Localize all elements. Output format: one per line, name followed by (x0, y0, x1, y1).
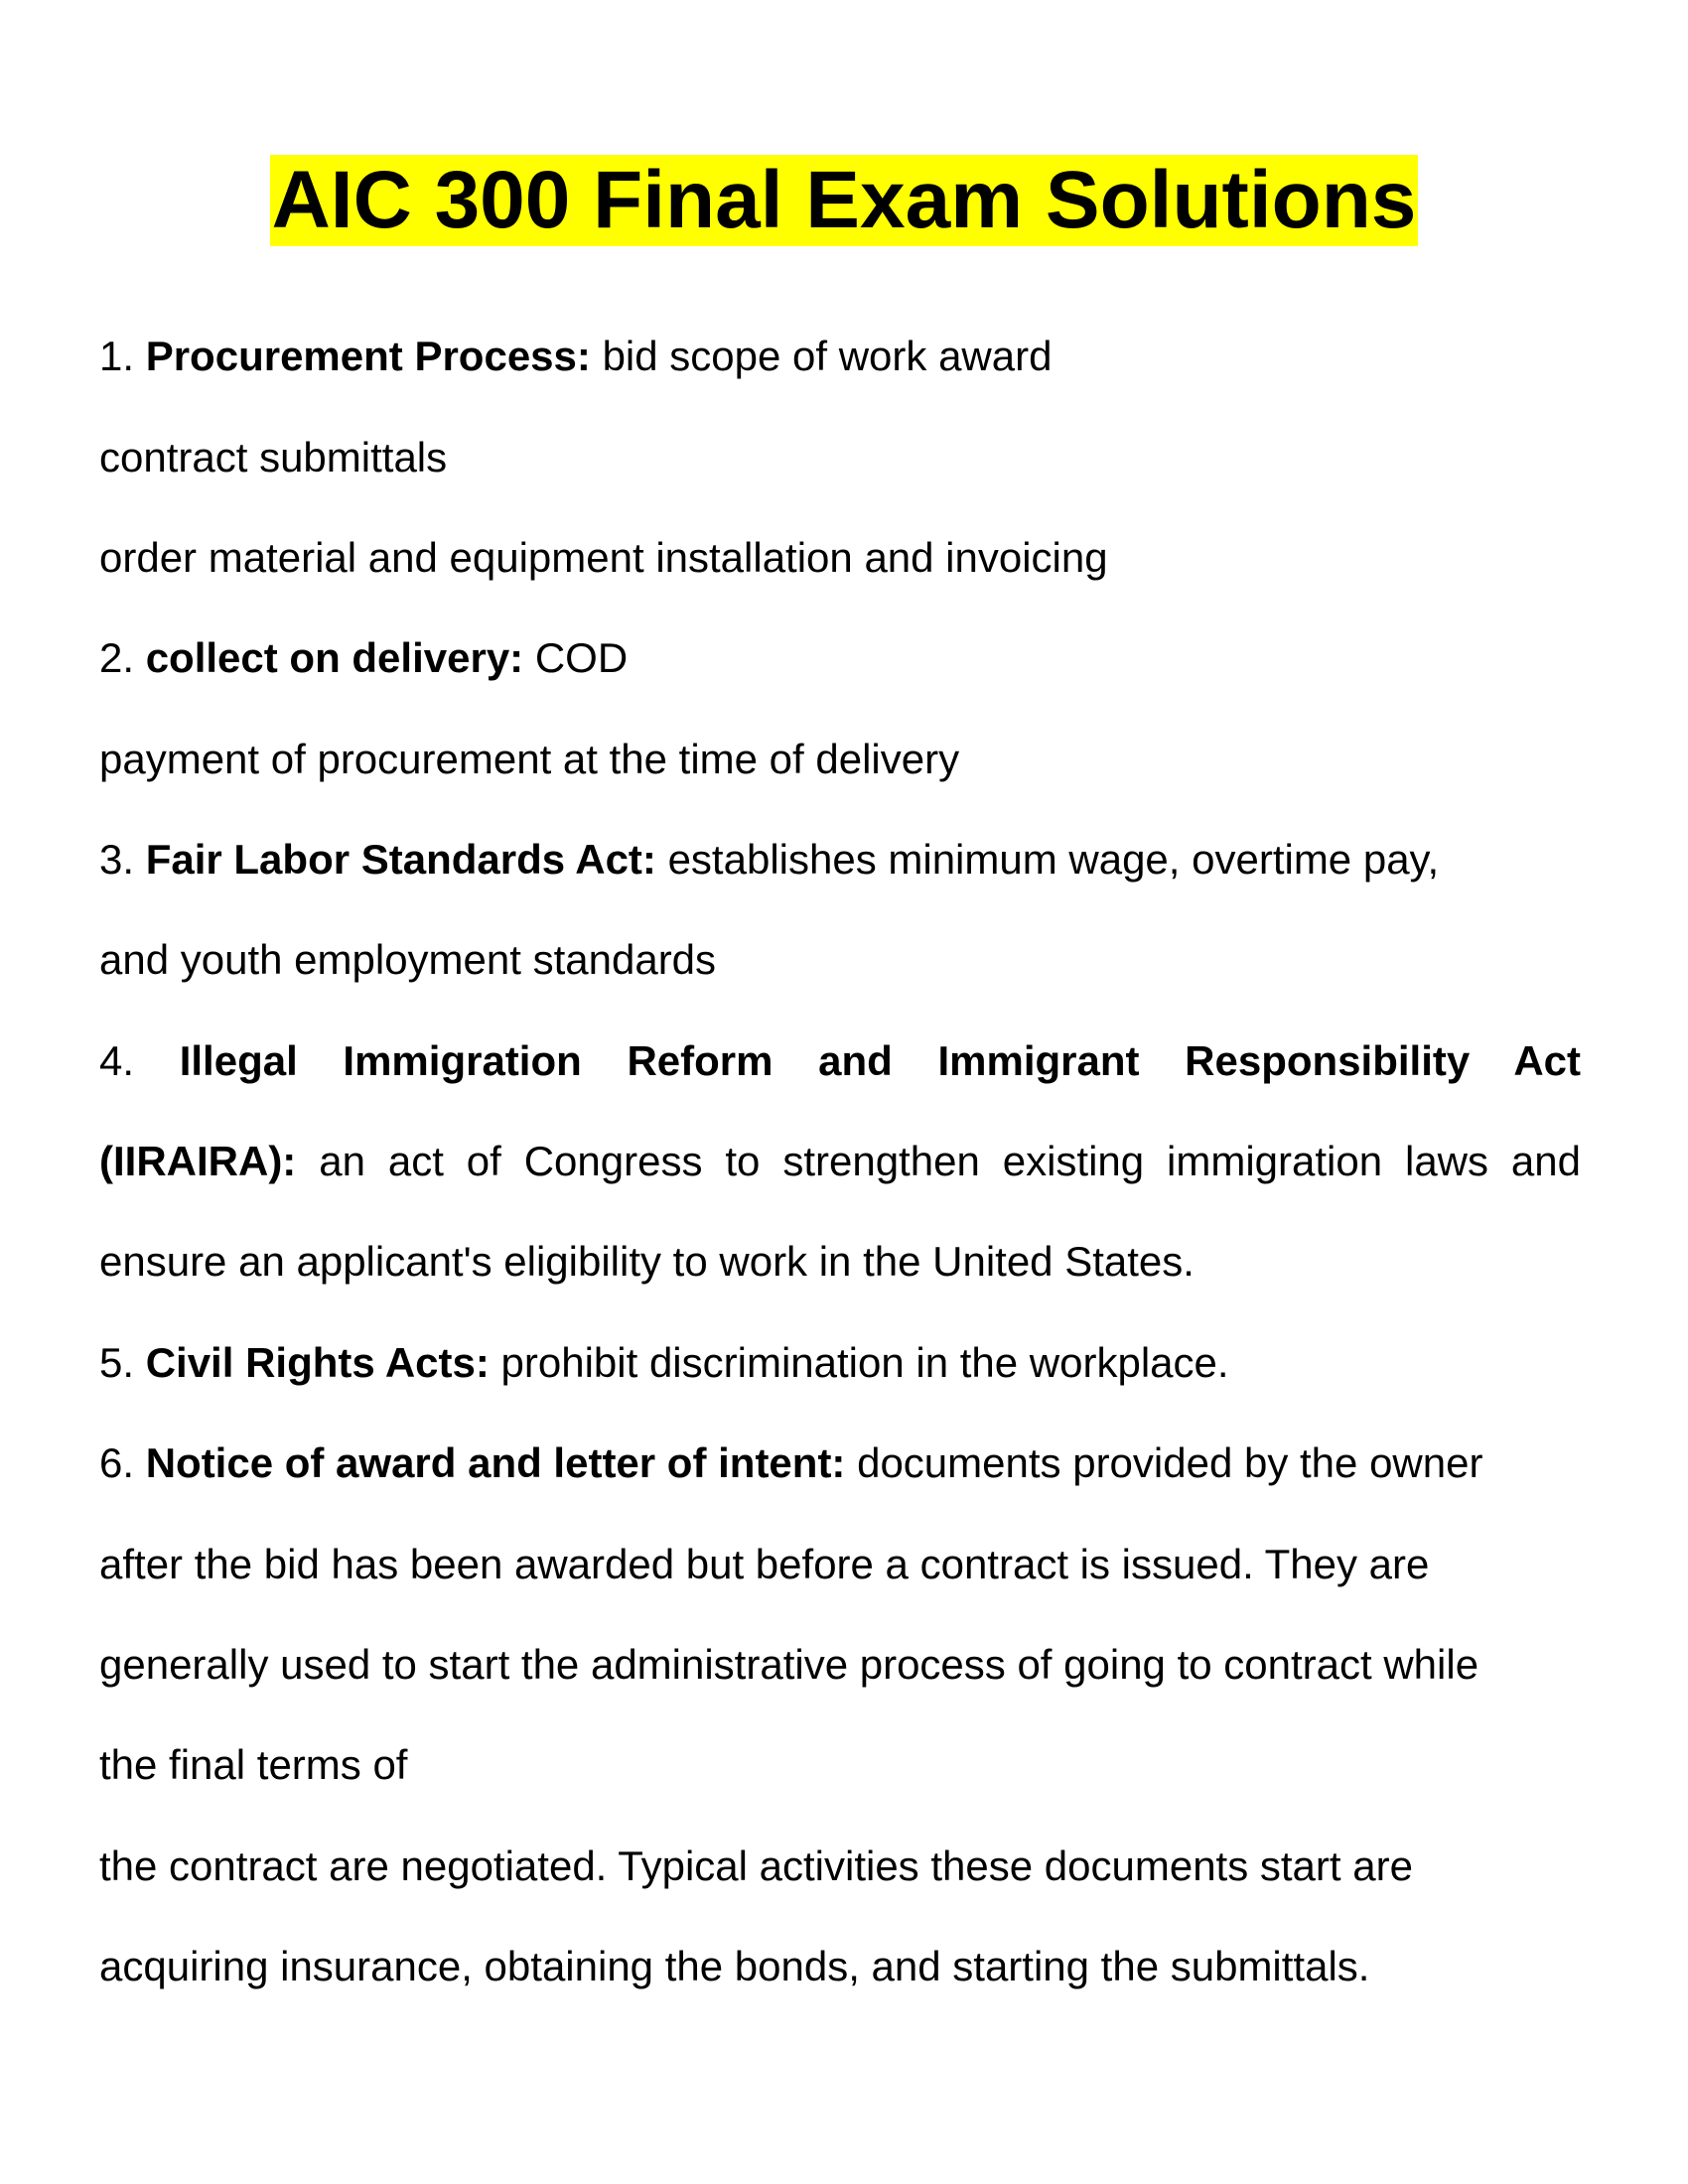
item-4-line-2 (99, 1137, 1581, 1186)
item-2-line-2: payment of procurement at the time of delivery (99, 736, 960, 782)
item-3-term: Fair Labor Standards Act: (145, 836, 656, 883)
item-2-line-1 (99, 633, 628, 683)
title-container (0, 155, 1688, 246)
item-3-definition: establishes minimum wage, overtime pay, (667, 836, 1440, 883)
item-6-definition: documents provided by the owner (857, 1439, 1483, 1486)
item-2-term: collect on delivery: (145, 634, 524, 681)
item-4-term: Illegal Immigration Reform and Immigrant Responsibility Act (179, 1037, 1581, 1084)
item-5-line-1 (99, 1338, 1229, 1388)
page-title: AIC 300 Final Exam Solutions (271, 155, 1417, 245)
item-5-term: Civil Rights Acts: (145, 1339, 490, 1386)
item-6-number: 6. (99, 1439, 135, 1486)
item-1-line-2: contract submittals (99, 434, 448, 480)
item-3-line-2: and youth employment standards (99, 936, 717, 983)
item-6-line-4: the final terms of (99, 1741, 408, 1788)
item-6-line-1 (99, 1438, 1482, 1488)
item-4-line-3: ensure an applicant's eligibility to work in the United States. (99, 1238, 1195, 1285)
item-1-definition: bid scope of work award (602, 333, 1053, 379)
item-1-number: 1. (99, 333, 135, 379)
item-5-number: 5. (99, 1339, 135, 1386)
item-4-definition: an act of Congress to strengthen existing immigration laws and (319, 1138, 1581, 1184)
item-6-line-6: acquiring insurance, obtaining the bonds, and starting the submittals. (99, 1943, 1370, 1989)
item-1-line-1 (99, 332, 1052, 381)
item-1-term: Procurement Process: (145, 333, 591, 379)
item-2-definition: COD (534, 634, 629, 681)
item-5-definition: prohibit discrimination in the workplace. (500, 1339, 1229, 1386)
item-4-line-1 (99, 1036, 1581, 1086)
item-1-line-3: order material and equipment installation and invoicing (99, 534, 1108, 581)
item-3-number: 3. (99, 836, 135, 883)
item-6-line-2: after the bid has been awarded but before a contract is issued. They are (99, 1541, 1430, 1587)
item-4-number: 4. (99, 1037, 135, 1084)
item-6-term: Notice of award and letter of intent: (145, 1439, 846, 1486)
item-3-line-1 (99, 835, 1439, 885)
item-4-term-abbrev: (IIRAIRA): (99, 1138, 297, 1184)
item-6-line-3: generally used to start the administrative process of going to contract while (99, 1641, 1479, 1688)
item-6-line-5: the contract are negotiated. Typical activities these documents start are (99, 1843, 1413, 1889)
item-2-number: 2. (99, 634, 135, 681)
